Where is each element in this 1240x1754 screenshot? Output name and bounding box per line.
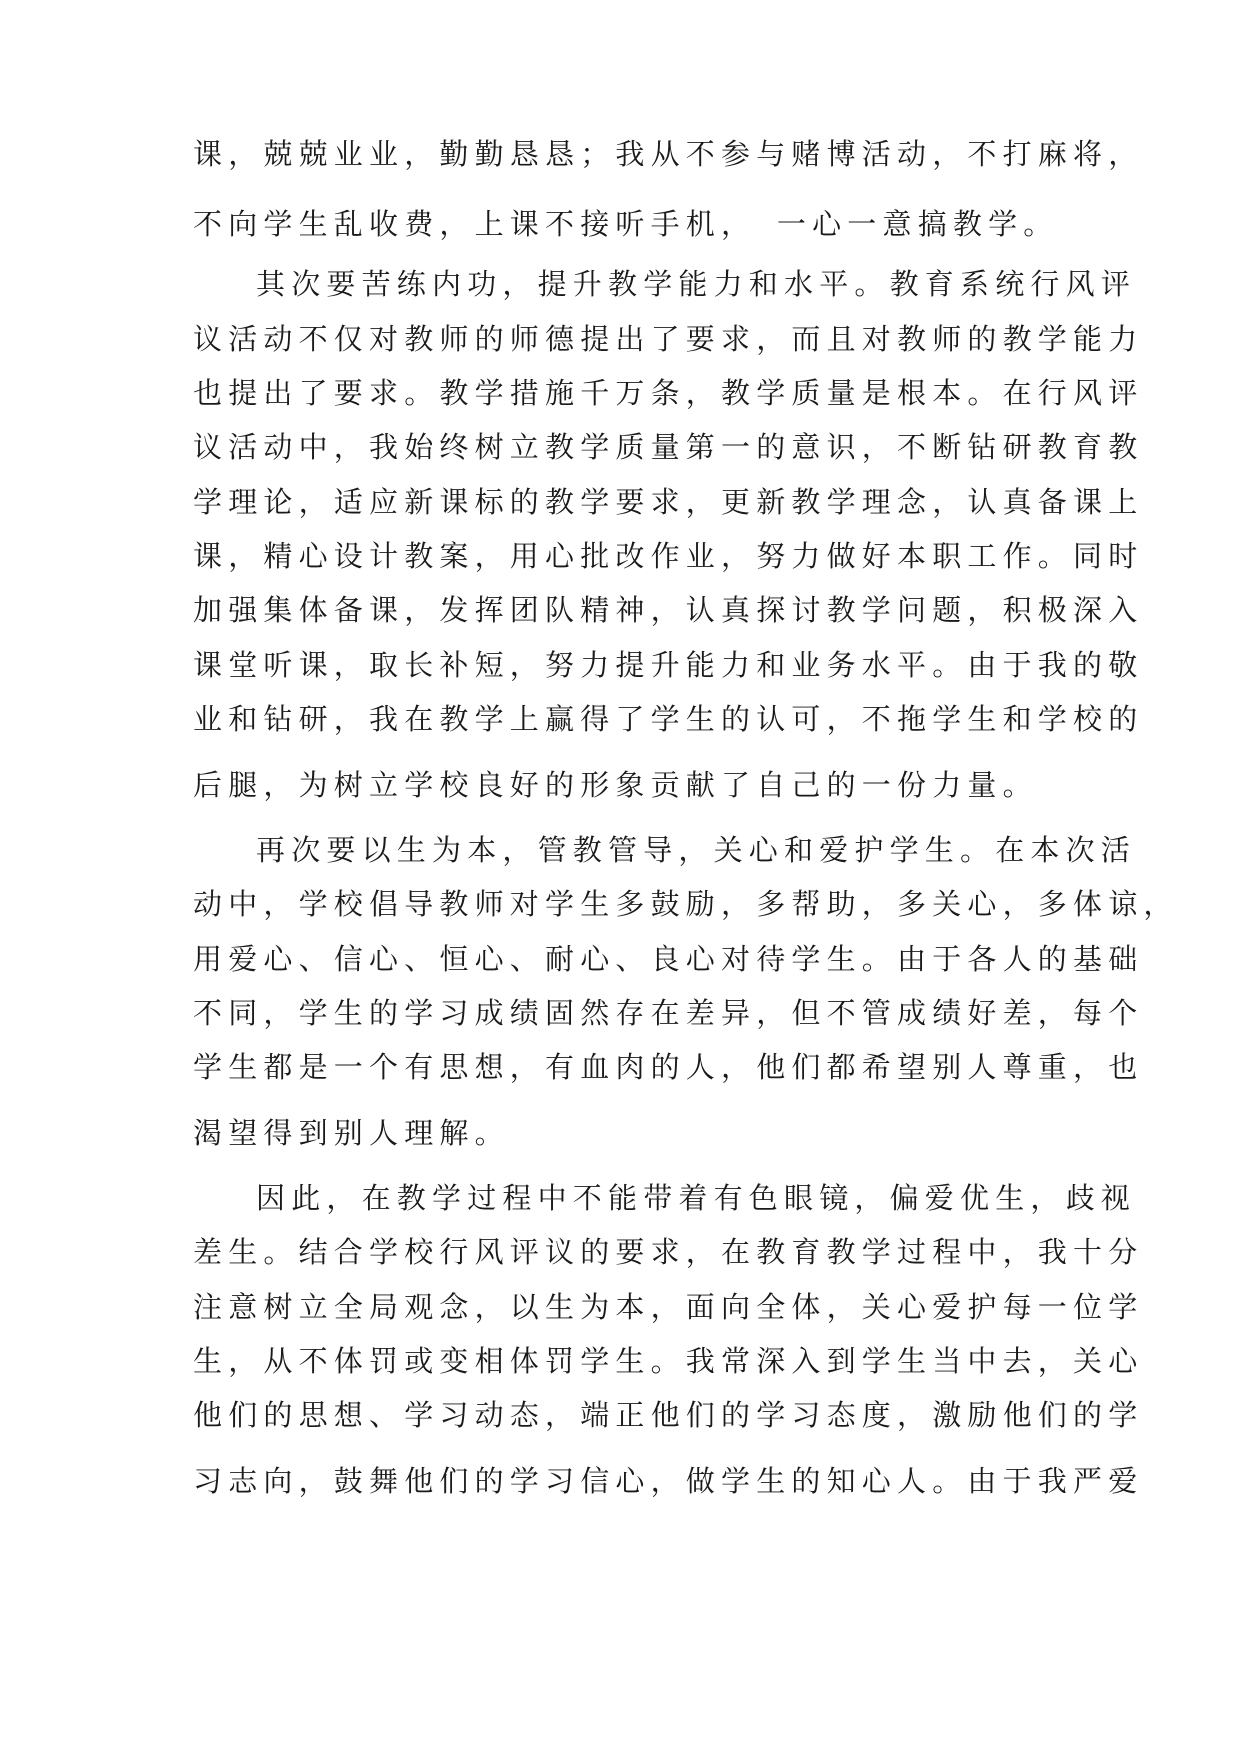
text-line-16: 不同，学生的学习成绩固然存在差异，但不管成绩好差，每个	[193, 996, 1144, 1030]
text-line-10: 课堂听课，取长补短，努力提升能力和业务水平。由于我的敬	[193, 648, 1144, 682]
text-line-17: 学生都是一个有思想，有血肉的人，他们都希望别人尊重，也	[193, 1050, 1144, 1084]
text-line-9: 加强集体备课，发挥团队精神，认真探讨教学问题，积极深入	[193, 593, 1144, 627]
text-line-7: 学理论，适应新课标的教学要求，更新教学理念，认真备课上	[193, 485, 1144, 519]
text-line-14: 动中，学校倡导教师对学生多鼓励，多帮助，多关心，多体谅，	[193, 887, 1179, 921]
text-line-21: 注意树立全局观念，以生为本，面向全体，关心爱护每一位学	[193, 1290, 1144, 1324]
text-line-12: 后腿，为树立学校良好的形象贡献了自己的一份力量。	[193, 768, 1038, 802]
paragraph-start-line: 因此，在教学过程中不能带着有色眼镜，偏爱优生，歧视	[256, 1181, 1137, 1215]
paragraph-start-line: 其次要苦练内功，提升教学能力和水平。教育系统行风评	[256, 267, 1137, 301]
text-line-24: 习志向，鼓舞他们的学习信心，做学生的知心人。由于我严爱	[193, 1464, 1144, 1498]
paragraph-start-line: 再次要以生为本，管教管导，关心和爱护学生。在本次活	[256, 833, 1137, 867]
text-line-4: 议活动不仅对教师的师德提出了要求，而且对教师的教学能力	[193, 322, 1144, 356]
text-line-18: 渴望得到别人理解。	[193, 1116, 510, 1150]
text-line-20: 差生。结合学校行风评议的要求，在教育教学过程中，我十分	[193, 1235, 1144, 1269]
text-line-2: 不向学生乱收费，上课不接听手机， 一心一意搞教学。	[193, 207, 1059, 241]
text-line-11: 业和钻研，我在教学上赢得了学生的认可，不拖学生和学校的	[193, 702, 1144, 736]
text-line-23: 他们的思想、学习动态，端正他们的学习态度，激励他们的学	[193, 1398, 1144, 1432]
text-line-22: 生，从不体罚或变相体罚学生。我常深入到学生当中去，关心	[193, 1344, 1144, 1378]
text-line-1: 课，兢兢业业，勤勤恳恳；我从不参与赌博活动，不打麻将，	[193, 137, 1144, 171]
text-line-8: 课，精心设计教案，用心批改作业，努力做好本职工作。同时	[193, 539, 1144, 573]
text-line-6: 议活动中，我始终树立教学质量第一的意识，不断钻研教育教	[193, 430, 1144, 464]
text-line-5: 也提出了要求。教学措施千万条，教学质量是根本。在行风评	[193, 376, 1144, 410]
text-line-15: 用爱心、信心、恒心、耐心、良心对待学生。由于各人的基础	[193, 942, 1144, 976]
